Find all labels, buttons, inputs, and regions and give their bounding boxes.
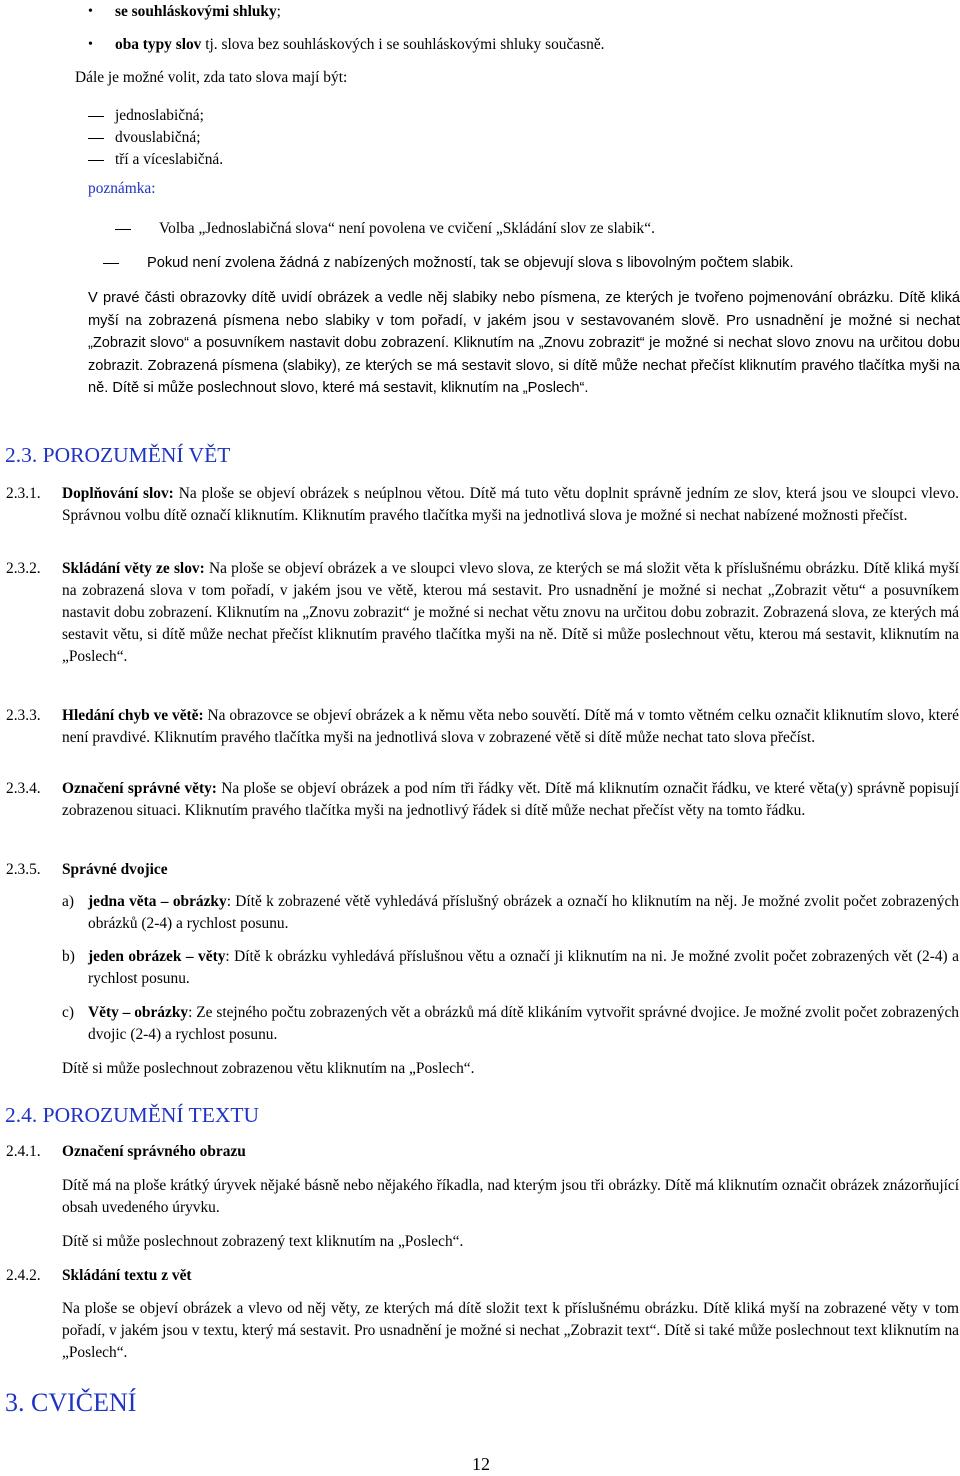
note-item: Volba „Jednoslabičná slova“ není povolena ve cvičení „Skládání slov ze slabik“.	[115, 218, 655, 240]
list-item: jednoslabičná;	[88, 105, 204, 127]
note-item: Pokud není zvolena žádná z nabízených možností, tak se objevují slova s libovolným počtem slabik.	[103, 252, 794, 274]
item-234: 2.3.4. Označení správné věty: Na ploše se objeví obrázek a pod ním tři řádky vět. Dítě má kliknutím označit řádku, ve které věta(y) správně popisují zobrazenou situaci. Kliknutím pravého tlačítka myši na jednotlivý řádek si dítě může nechat přečíst věty na tomto řádku.	[6, 780, 960, 819]
page-number: 12	[472, 1454, 490, 1474]
item-241: 2.4.1. Označení správného obrazu	[6, 1143, 246, 1160]
section-heading: 2.3. POROZUMĚNÍ VĚT	[5, 443, 231, 467]
pair-option: a) jedna věta – obrázky: Dítě k zobrazené větě vyhledává příslušný obrázek a označí ho kliknutím na něj. Je možné zvolit počet zobrazených obrázků (2-4) a rychlost posunu.	[62, 893, 959, 932]
note-label: poznámka:	[88, 180, 156, 197]
pair-option: c) Věty – obrázky: Ze stejného počtu zobrazených vět a obrázků má dítě klikáním vytvořit správné dvojice. Je možné zvolit počet zobrazených dvojic (2-4) a rychlost posunu.	[62, 1004, 960, 1043]
item-235: 2.3.5. Správné dvojice	[6, 861, 168, 878]
pair-option: b) jeden obrázek – věty: Dítě k obrázku vyhledává příslušnou větu a označí ji kliknutím na ni. Je možné zvolit počet zobrazených vět (2-4) a rychlost posunu.	[62, 948, 959, 987]
syllable-intro: Dále je možné volit, zda tato slova mají být:	[75, 69, 348, 86]
list-item: • oba typy slov tj. slova bez souhláskových i se souhláskovými shluky současně.	[115, 34, 935, 56]
item-233: 2.3.3. Hledání chyb ve větě: Na obrazovce se objeví obrázek a k němu věta nebo souvětí. Dítě má v tomto větném celku označit kliknutím slovo, které není pravdivé. Kliknutím pravého tlačítka myši na jednotlivá slova v zobrazené větě si dítě může nechat tato slova přečíst.	[6, 707, 959, 746]
paragraph: Na ploše se objeví obrázek a vlevo od něj věty, ze kterých má dítě složit text k příslušnému obrázku. Dítě kliká myší na zobrazené věty v tom pořadí, v jakém jsou v textu, který má sestavit. Pro usnadnění je možné si nechat „Zobrazit text“. Dítě si také může poslechnout text kliknutím na „Poslech“.	[62, 1300, 959, 1361]
list-item: tří a víceslabičná.	[88, 149, 223, 171]
paragraph: Dítě si může poslechnout zobrazený text kliknutím na „Poslech“.	[62, 1233, 464, 1250]
intro-paragraph: V pravé části obrazovky dítě uvidí obrázek a vedle něj slabiky nebo písmena, ze kterých je tvořeno pojmenování obrázku. Dítě kliká myší na zobrazená písmena nebo slabiky v tom pořadí, v jakém jsou v sestavovaném slově. Pro usnadnění je možné si nechat „Zobrazit slovo“ a posuvníkem nastavit dobu zobrazení. Kliknutím na „Znovu zobrazit“ je možné si nechat slovo znovu na určitou dobu zobrazit. Zobrazená písmena (slabiky), ze kterých se má sestavit slovo, si dítě může nechat přečíst kliknutím pravého tlačítka myši na ně. Dítě si může poslechnout slovo, které má sestavit, kliknutím na „Poslech“.	[88, 290, 960, 396]
section-heading: 2.4. POROZUMĚNÍ TEXTU	[5, 1103, 260, 1127]
item-232: 2.3.2. Skládání věty ze slov: Na ploše se objeví obrázek a ve sloupci vlevo slova, ze kterých se má složit věta k příslušnému obrázku. Dítě kliká myší na zobrazená slova v tom pořadí, v jakém jsou ve větě, kterou má sestavit. Pro usnadnění je možné si nechat „Zobrazit větu“ a posuvníkem nastavit dobu zobrazení. Kliknutím na „Znovu zobrazit“ je možné si nechat větu znovu na určitou dobu zobrazit. Zobrazená slova, ze kterých má sestavit větu, si dítě může nechat přečíst kliknutím pravého tlačítka myši na ně. Dítě si může poslechnout větu, kterou má sestavit, kliknutím na „Poslech“.	[6, 560, 960, 665]
paragraph: Dítě má na ploše krátký úryvek nějaké básně nebo nějakého říkadla, nad kterým jsou tři obrázky. Dítě má kliknutím označit obrázek znázorňující obsah uvedeného úryvku.	[62, 1177, 959, 1216]
list-item: dvouslabičná;	[88, 127, 200, 149]
pairs-note: Dítě si může poslechnout zobrazenou větu kliknutím na „Poslech“.	[62, 1060, 475, 1077]
item-231: 2.3.1. Doplňování slov: Na ploše se objeví obrázek s neúplnou větou. Dítě má tuto větu doplnit správně jedním ze slov, která jsou ve sloupci vlevo. Správnou volbu dítě označí kliknutím. Kliknutím pravého tlačítka myši na jednotlivá slova je možné si nechat nabízené možnosti přečíst.	[6, 485, 959, 524]
chapter-heading: 3. CVIČENÍ	[5, 1388, 137, 1417]
list-item: • se souhláskovými shluky;	[115, 1, 935, 23]
item-242: 2.4.2. Skládání textu z vět	[6, 1267, 192, 1284]
